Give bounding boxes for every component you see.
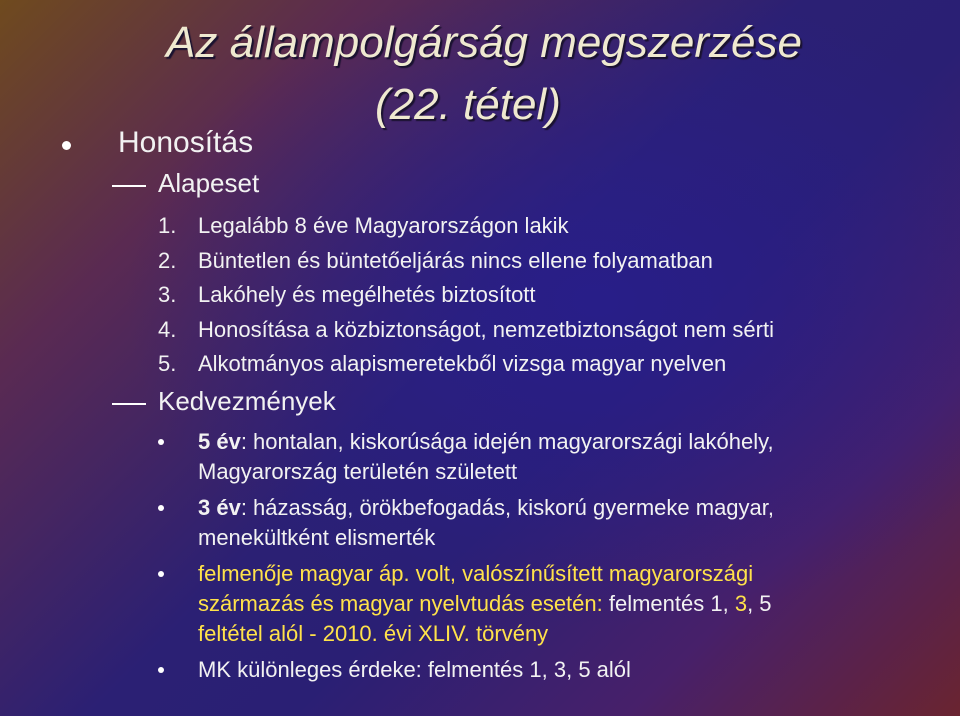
- alapeset-list: [158, 212, 774, 385]
- item-text: Lakóhely és megélhetés biztosított: [198, 282, 536, 307]
- item-text-line2-end: , 5: [747, 591, 772, 616]
- list-item: [158, 427, 774, 487]
- item-text: Büntetlen és büntetőeljárás nincs ellene folyamatban: [198, 247, 713, 273]
- item-number: 5.: [158, 351, 177, 376]
- section-heading-alapeset: Alapeset: [158, 168, 260, 198]
- main-bullet-label: Honosítás: [118, 126, 254, 159]
- item-text-line2: menekültként elismerték: [198, 525, 436, 550]
- item-text-line2-number: 3: [734, 591, 748, 616]
- item-text: Honosítása a közbiztonságot, nemzetbiztonságot nem sérti: [198, 316, 774, 342]
- bullet-dot-icon: [158, 571, 164, 577]
- list-item: [158, 247, 774, 282]
- item-text-line2: Magyarország területén született: [198, 459, 518, 484]
- item-bold: 5 év: [198, 429, 241, 454]
- bullet-dot-icon: [62, 141, 71, 150]
- item-text-line3: feltétel alól - 2010. évi XLIV. törvény: [198, 621, 549, 646]
- dash-icon: [112, 403, 146, 405]
- section-heading-kedvezmenyek: Kedvezmények: [158, 386, 336, 416]
- slide-title-line2-text: (22. tétel): [375, 80, 561, 129]
- item-number: 4.: [158, 316, 177, 342]
- list-item: [158, 559, 774, 649]
- item-text: Alkotmányos alapismeretekből vizsga magyar nyelven: [198, 351, 727, 376]
- item-number: 1.: [158, 213, 177, 238]
- item-text: MK különleges érdeke: felmentés 1, 3, 5 alól: [198, 657, 631, 682]
- item-text-line2-highlight: származás és magyar nyelvtudás esetén:: [198, 591, 603, 616]
- item-text: : hontalan, kiskorúsága idején magyarországi lakóhely,: [240, 429, 774, 454]
- list-item: [158, 281, 774, 316]
- bullet-dot-icon: [158, 667, 164, 673]
- item-text: felmenője magyar áp. volt, valószínűsített magyarországi: [198, 561, 754, 586]
- item-number: 3.: [158, 282, 177, 307]
- list-item: [158, 316, 774, 351]
- item-number: 2.: [158, 247, 177, 273]
- item-text: : házasság, örökbefogadás, kiskorú gyermeke magyar,: [240, 495, 774, 520]
- bullet-dot-icon: [158, 505, 164, 511]
- list-item: [158, 212, 774, 247]
- list-item: [158, 655, 774, 685]
- slide-title-line1: Az állampolgárság megszerzése: [166, 18, 802, 67]
- item-text-line2: felmentés 1,: [602, 591, 735, 616]
- item-text: Legalább 8 éve Magyarországon lakik: [198, 213, 569, 238]
- list-item: [158, 350, 774, 385]
- bullet-dot-icon: [158, 439, 164, 445]
- dash-icon: [112, 185, 146, 187]
- item-bold: 3 év: [198, 495, 241, 520]
- list-item: [158, 493, 774, 553]
- kedvezmenyek-list: [158, 427, 774, 685]
